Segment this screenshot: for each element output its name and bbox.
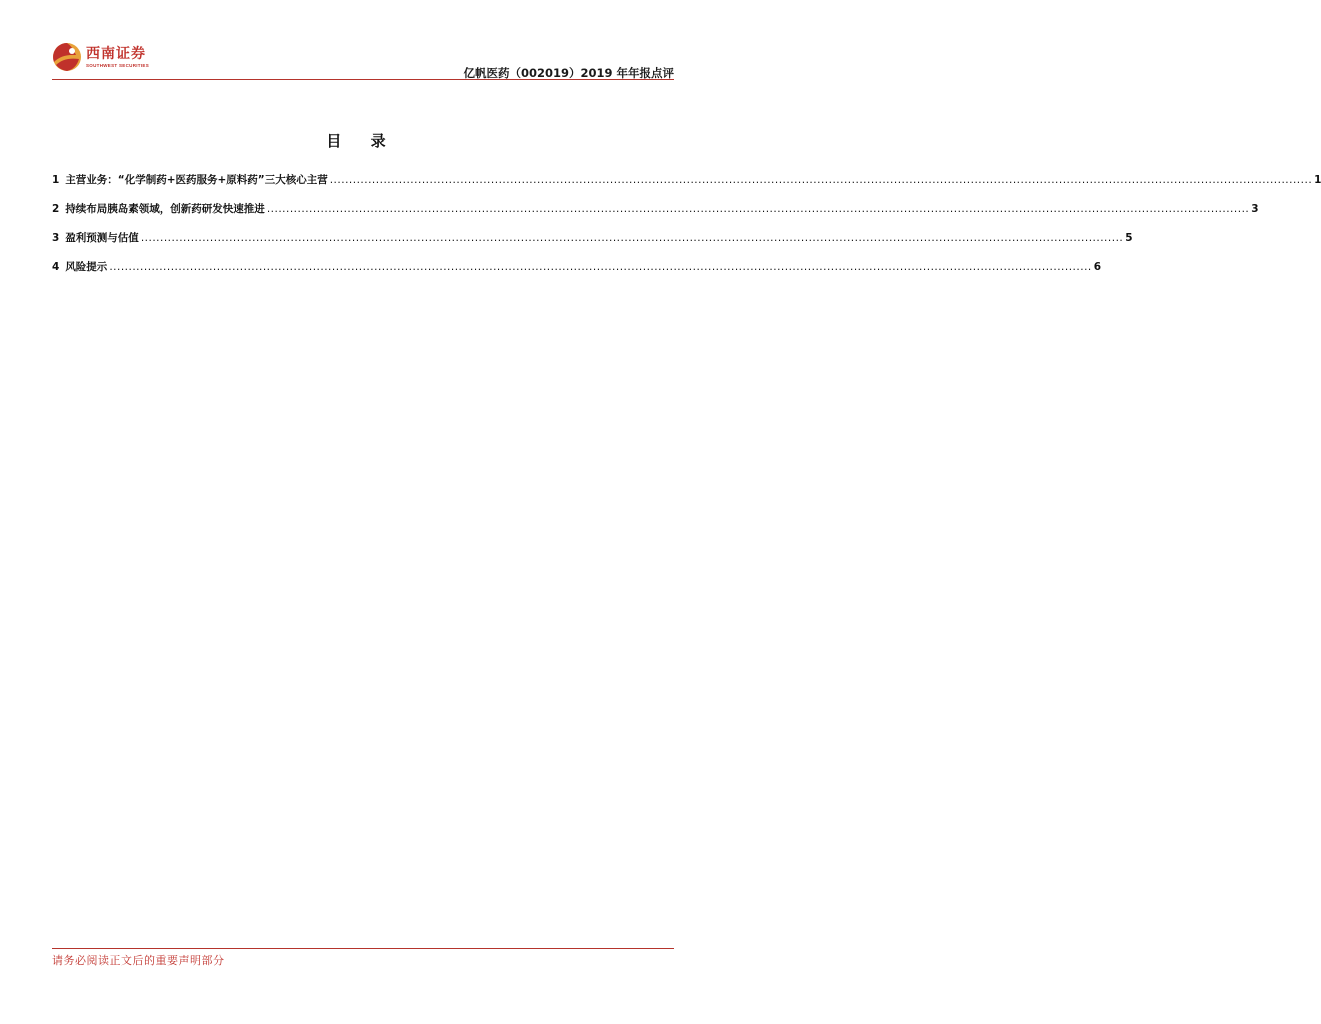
logo-emblem-icon xyxy=(52,42,82,72)
toc-entry-number: 2 xyxy=(52,203,60,215)
toc-entry-page: 6 xyxy=(1093,261,1102,273)
toc-entry-1[interactable] xyxy=(52,172,1321,201)
table-of-contents xyxy=(52,172,1321,288)
toc-entry-text[interactable]: 盈利预测与估值 xyxy=(65,232,139,244)
toc-leader-dots: ................................................................................................................................................................................................................................................................ xyxy=(266,203,1250,215)
header-divider xyxy=(52,79,674,80)
toc-leader-dots: ................................................................................................................................................................................................................................................................ xyxy=(109,261,1092,273)
toc-entry-4[interactable] xyxy=(52,259,1102,288)
toc-entry-number: 4 xyxy=(52,261,60,273)
toc-entry-number: 1 xyxy=(52,174,60,186)
company-logo xyxy=(52,42,202,78)
toc-entry-text[interactable]: 持续布局胰岛素领域，创新药研发快速推进 xyxy=(65,203,265,215)
toc-entry-number: 3 xyxy=(52,232,60,244)
toc-entry-page: 1 xyxy=(1314,174,1321,186)
page-header xyxy=(52,40,674,80)
toc-entry-3[interactable] xyxy=(52,230,1133,259)
disclaimer-notice: 请务必阅读正文后的重要声明部分 xyxy=(52,954,225,967)
toc-entry-page: 5 xyxy=(1125,232,1133,244)
report-title: 亿帆医药（002019）2019 年年报点评 xyxy=(463,66,674,80)
toc-entry-2[interactable] xyxy=(52,201,1259,230)
toc-entry-text[interactable]: 风险提示 xyxy=(65,261,108,273)
toc-leader-dots: ................................................................................................................................................................................................................................................................ xyxy=(329,174,1313,186)
toc-entry-page: 3 xyxy=(1251,203,1259,215)
toc-leader-dots: ................................................................................................................................................................................................................................................................ xyxy=(140,232,1124,244)
logo-subtext: SOUTHWEST SECURITIES xyxy=(86,63,150,68)
footer-divider xyxy=(52,948,674,949)
logo-text: 西南证券 xyxy=(86,46,146,62)
toc-entry-text[interactable]: 主营业务：“化学制药+医药服务+原料药”三大核心主营 xyxy=(65,174,328,186)
toc-heading: 目 录 xyxy=(326,132,398,150)
